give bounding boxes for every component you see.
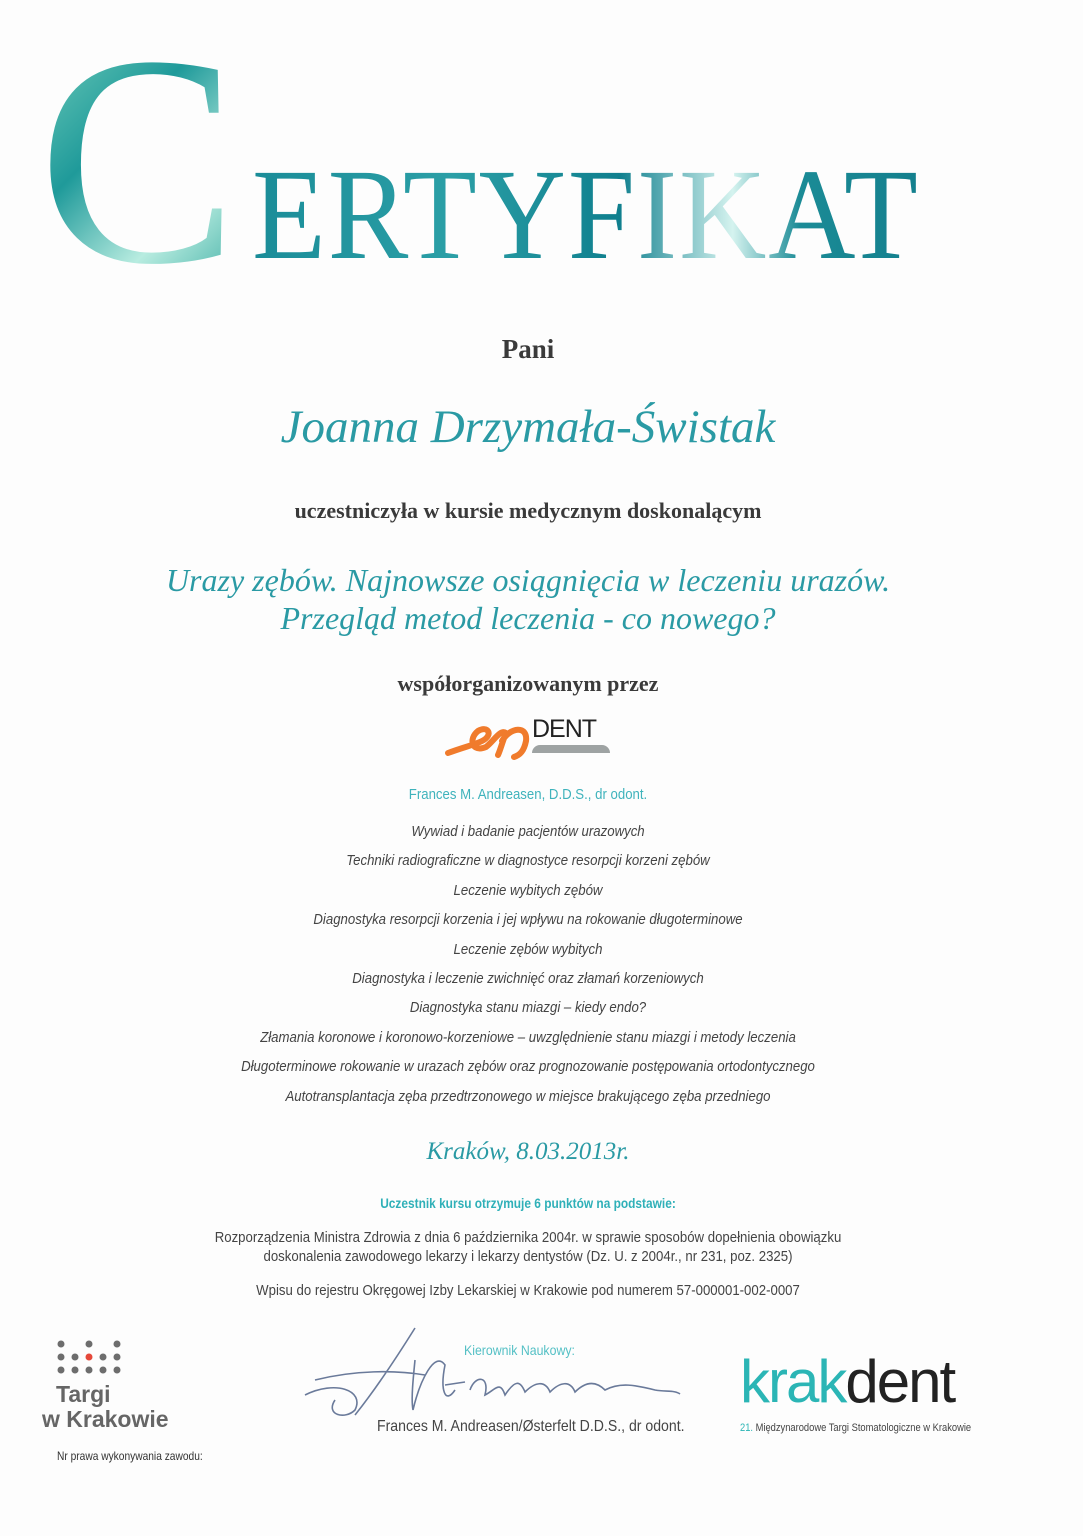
topic-item: Autotransplantacja zęba przedtrzonowego w miejsce brakującego zęba przedniego: [285, 1087, 771, 1105]
topic-item: Diagnostyka resorpcji korzenia i jej wpływu na rokowanie długoterminowe: [313, 911, 743, 929]
title-initial: C: [38, 0, 239, 326]
krakdent-caption: [740, 1422, 971, 1434]
endent-mark-icon: [444, 717, 534, 761]
topic-item: Diagnostyka i leczenie zwichnięć oraz złamań korzeniowych: [352, 970, 704, 988]
krakdent-logo-dark: dent: [845, 1348, 955, 1415]
topic-item: Długoterminowe rokowanie w urazach zębów oraz prognozowanie postępowania ortodontycznego: [241, 1058, 815, 1076]
participation-text: uczestniczyła w kursie medycznym doskonalącym: [294, 498, 762, 523]
points-heading: Uczestnik kursu otrzymuje 6 punktów na podstawie:: [380, 1195, 676, 1211]
targi-logo-line: w Krakowie: [42, 1406, 169, 1432]
course-title-line: Urazy zębów. Najnowsze osiągnięcia w leczeniu urazów.: [165, 562, 891, 598]
certificate-title: ERTYFIKAT: [252, 143, 920, 287]
recipient-name: Joanna Drzymała-Świstak: [280, 401, 776, 453]
supervisor-name: Frances M. Andreasen/Østerfelt D.D.S., dr odont.: [377, 1418, 685, 1435]
topic-item: Techniki radiograficzne w diagnostyce resorpcji korzeni zębów: [346, 852, 710, 870]
topic-item: Wywiad i badanie pacjentów urazowych: [411, 823, 645, 840]
regulation-line: Rozporządzenia Ministra Zdrowia z dnia 6 października 2004r. w sprawie sposobów dopełnienia obowiązku: [214, 1229, 842, 1246]
supervisor-label: Kierownik Naukowy:: [464, 1342, 575, 1358]
date-place: Kraków, 8.03.2013r.: [426, 1138, 630, 1165]
course-title: [0, 561, 1056, 637]
targi-dots-icon: [56, 1340, 136, 1376]
krakdent-caption-text: Międzynarodowe Targi Stomatologiczne w Krakowie: [755, 1422, 972, 1434]
krakdent-number: 21.: [740, 1422, 754, 1434]
regulation-text: [63, 1228, 992, 1266]
regulation-line: doskonalenia zawodowego lekarzy i lekarzy dentystów (Dz. U. z 2004r., nr 231, poz. 2325): [263, 1248, 793, 1265]
endent-logo: [444, 715, 619, 763]
co-organized-text: współorganizowanym przez: [397, 671, 659, 696]
targi-logo-text: [56, 1382, 111, 1406]
krakdent-logo-teal: krak: [740, 1348, 846, 1415]
salutation: Pani: [501, 334, 555, 364]
endent-logo-text: DENT: [532, 715, 597, 743]
targi-w-krakowie-logo: [42, 1340, 202, 1435]
topic-item: Diagnostyka stanu miazgi – kiedy endo?: [409, 999, 647, 1017]
targi-logo-line: Targi: [56, 1381, 111, 1407]
endent-swoosh: [532, 745, 610, 753]
topic-item: Złamania koronowe i koronowo-korzeniowe – uwzględnienie stanu miazgi i metody leczenia: [260, 1028, 796, 1046]
topic-item: Leczenie wybitych zębów: [453, 881, 603, 899]
signature-image: [295, 1320, 695, 1420]
course-title-line: Przegląd metod leczenia - co nowego?: [280, 600, 776, 636]
license-label: Nr prawa wykonywania zawodu:: [57, 1449, 203, 1463]
lecturer-name: Frances M. Andreasen, D.D.S., dr odont.: [408, 786, 648, 803]
krakdent-logo: [740, 1348, 955, 1415]
registry-text: Wpisu do rejestru Okręgowej Izby Lekarskiej w Krakowie pod numerem 57-000001-002-0007: [256, 1282, 800, 1299]
topics-list: [0, 817, 1056, 1111]
topic-item: Leczenie zębów wybitych: [453, 940, 603, 958]
